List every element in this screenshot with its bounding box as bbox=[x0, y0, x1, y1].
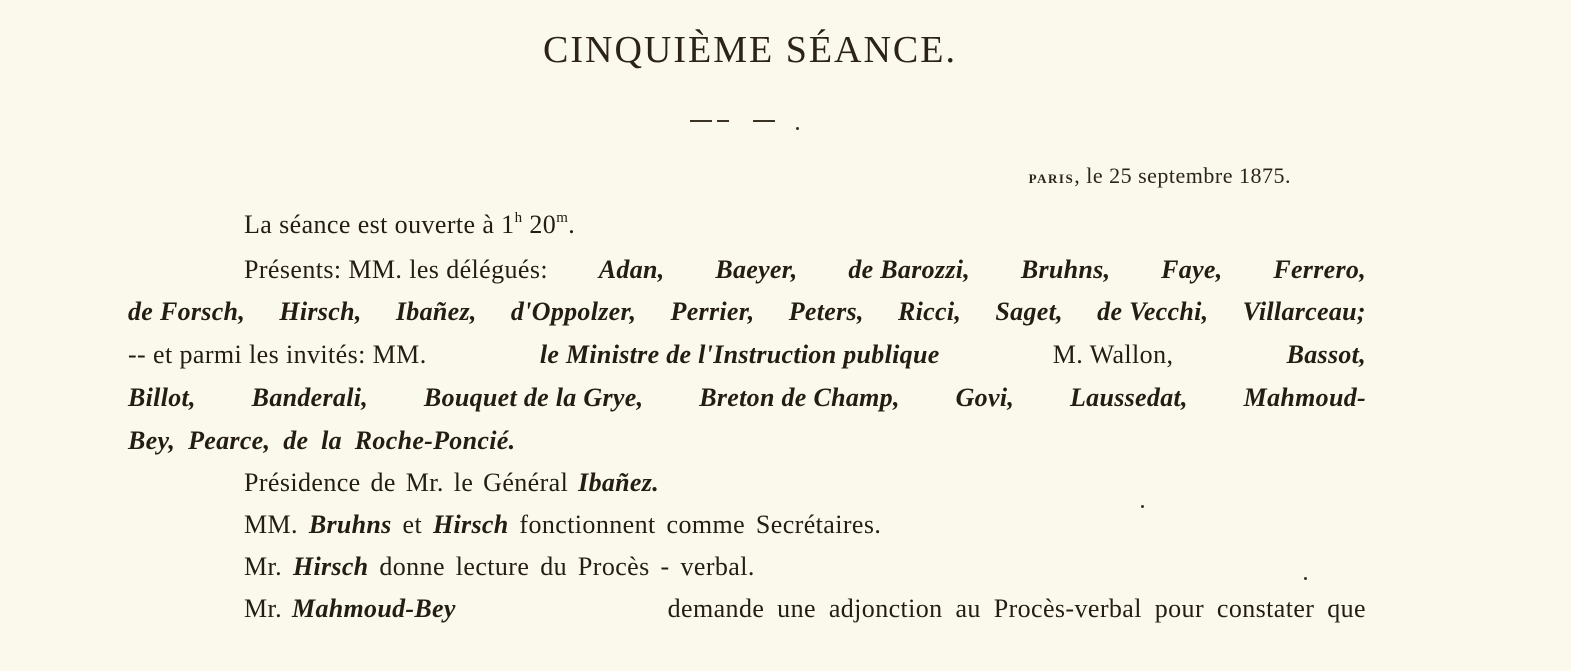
secretaires-mm: MM. bbox=[244, 510, 298, 539]
delegate-name: Baeyer, bbox=[715, 255, 798, 284]
secretaires-text: fonctionnent comme Secrétaires. bbox=[519, 510, 882, 539]
demande-mr: Mr. bbox=[244, 594, 283, 623]
opening-text: La séance est ouverte à 1 bbox=[244, 210, 515, 239]
speaker-name: Mahmoud-Bey bbox=[292, 594, 456, 623]
presents-line-2 bbox=[128, 297, 1366, 327]
presents-line-3 bbox=[128, 340, 1366, 370]
presents-line-1 bbox=[244, 255, 1366, 285]
title-rule-segment bbox=[717, 120, 729, 122]
delegate-name: de Forsch, bbox=[128, 297, 246, 326]
dateline bbox=[1029, 163, 1291, 189]
demande-line bbox=[244, 594, 1366, 624]
delegate-name: Saget, bbox=[995, 297, 1063, 326]
lecture-line bbox=[244, 552, 755, 582]
delegate-name: Adan, bbox=[598, 255, 665, 284]
presidence-line bbox=[244, 468, 659, 498]
guest-name: Billot, bbox=[128, 383, 196, 412]
secretaires-line bbox=[244, 510, 881, 540]
guest-name: Banderali, bbox=[251, 383, 369, 412]
dateline-place: PARIS bbox=[1028, 171, 1075, 186]
demande-speaker bbox=[244, 594, 456, 624]
opening-line bbox=[244, 210, 575, 240]
delegate-name: d'Oppolzer, bbox=[510, 297, 637, 326]
title-rule-segment bbox=[753, 120, 775, 122]
opening-minutes-unit: m bbox=[556, 210, 569, 226]
ink-speck bbox=[1304, 577, 1307, 580]
guest-name: Bassot, bbox=[1286, 340, 1366, 369]
lecture-text: donne lecture du Procès - verbal. bbox=[379, 552, 755, 581]
guest-name: M. Wallon, bbox=[1052, 340, 1174, 369]
president-name: Ibañez. bbox=[578, 468, 659, 497]
invites-intro: -- et parmi les invités: MM. bbox=[128, 340, 427, 369]
delegate-name: de Barozzi, bbox=[848, 255, 971, 284]
delegate-name: Peters, bbox=[788, 297, 864, 326]
opening-end: . bbox=[568, 210, 576, 239]
guest-name: Mahmoud- bbox=[1243, 383, 1366, 412]
guest-name: Pearce, bbox=[188, 426, 271, 455]
reader-name: Hirsch bbox=[292, 552, 369, 581]
lecture-mr: Mr. bbox=[244, 552, 283, 581]
title-rule-segment bbox=[690, 120, 712, 122]
opening-hours-unit: h bbox=[514, 210, 523, 226]
delegate-name: Bruhns, bbox=[1020, 255, 1111, 284]
secretary-name: Hirsch bbox=[433, 510, 509, 539]
secretaires-conjunction: et bbox=[402, 510, 423, 539]
presidence-text: Présidence de Mr. le Général bbox=[244, 468, 569, 497]
secretary-name: Bruhns bbox=[308, 510, 392, 539]
delegate-name: Perrier, bbox=[670, 297, 755, 326]
presents-line-4 bbox=[128, 383, 1366, 413]
presents-line-5 bbox=[128, 426, 515, 456]
demande-text: demande une adjonction au Procès-verbal pour constater que bbox=[667, 594, 1366, 623]
guest-name: de la Roche-Poncié. bbox=[283, 426, 516, 455]
ink-speck bbox=[1141, 505, 1144, 508]
ink-speck bbox=[796, 127, 799, 130]
delegate-name: de Vecchi, bbox=[1097, 297, 1209, 326]
guest-name: Breton de Champ, bbox=[699, 383, 900, 412]
delegate-name: Ibañez, bbox=[395, 297, 477, 326]
delegate-name: Ferrero, bbox=[1273, 255, 1366, 284]
presents-intro: Présents: MM. les délégués: bbox=[244, 255, 548, 284]
guest-name: Govi, bbox=[955, 383, 1015, 412]
delegate-name: Villarceau; bbox=[1242, 297, 1366, 326]
dateline-date: , le 25 septembre 1875. bbox=[1074, 163, 1291, 188]
guest-name: Bey, bbox=[128, 426, 176, 455]
delegate-name: Ricci, bbox=[898, 297, 962, 326]
guest-name: le Ministre de l'Instruction publique bbox=[539, 340, 940, 369]
opening-minutes: 20 bbox=[522, 210, 557, 239]
delegate-name: Faye, bbox=[1161, 255, 1223, 284]
delegate-name: Hirsch, bbox=[279, 297, 362, 326]
guest-name: Laussedat, bbox=[1069, 383, 1188, 412]
guest-name: Bouquet de la Grye, bbox=[423, 383, 644, 412]
page-title: CINQUIÈME SÉANCE. bbox=[543, 29, 957, 71]
